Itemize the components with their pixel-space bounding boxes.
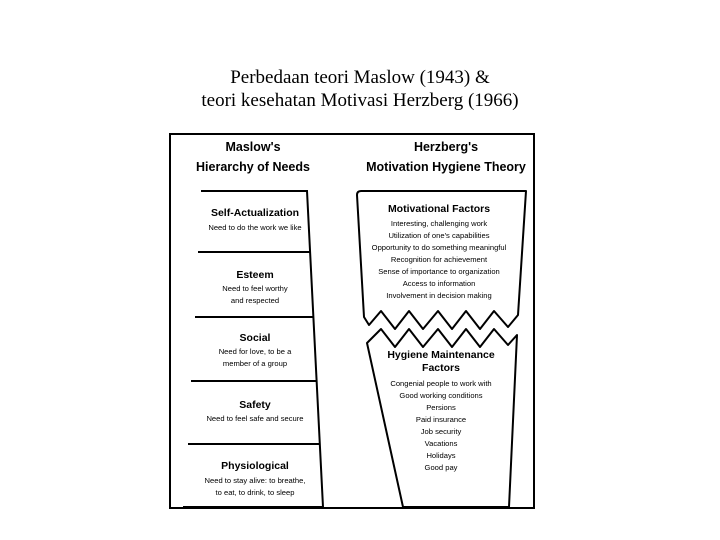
maslow-level-3-desc-2: member of a group (222, 359, 288, 368)
comparison-diagram (171, 135, 533, 507)
motivational-item-3: Opportunity to do something meaningful (371, 243, 507, 252)
maslow-level-5-name: Physiological (221, 460, 289, 472)
motivational-item-5: Sense of importance to organization (378, 267, 500, 276)
title-line-2: teori kesehatan Motivasi Herzberg (1966) (201, 90, 519, 111)
motivational-factors-title: Motivational Factors (387, 203, 491, 215)
hygiene-item-3: Persions (426, 403, 456, 412)
hygiene-item-7: Holidays (426, 451, 456, 460)
motivational-item-7: Involvement in decision making (386, 291, 492, 300)
hygiene-title-line-1: Hygiene Maintenance (387, 349, 495, 361)
hygiene-title-line-2: Factors (422, 362, 460, 374)
slide-title (0, 66, 720, 112)
herzberg-heading-line-2: Motivation Hygiene Theory (366, 160, 526, 174)
maslow-level-3-desc-1: Need for love, to be a (218, 347, 292, 356)
motivational-item-4: Recognition for achievement (390, 255, 488, 264)
maslow-level-5-desc-1: Need to stay alive: to breathe, (204, 476, 306, 485)
herzberg-heading-line-1: Herzberg's (413, 140, 479, 154)
motivational-item-1: Interesting, challenging work (390, 219, 488, 228)
maslow-heading-line-1: Maslow's (225, 140, 281, 154)
maslow-level-1-name: Self-Actualization (210, 207, 300, 219)
hygiene-item-6: Vacations (424, 439, 458, 448)
hygiene-item-8: Good pay (424, 463, 458, 472)
maslow-level-2-desc-2: and respected (230, 296, 280, 305)
maslow-level-1-desc: Need to do the work we like (208, 223, 302, 232)
hygiene-item-4: Paid insurance (415, 415, 467, 424)
maslow-level-2-name: Esteem (236, 269, 274, 281)
motivational-item-2: Utilization of one's capabilities (388, 231, 490, 240)
maslow-level-3-name: Social (239, 332, 271, 344)
hygiene-item-1: Congenial people to work with (390, 379, 492, 388)
hygiene-item-5: Job security (420, 427, 462, 436)
maslow-level-4-name: Safety (239, 399, 271, 411)
maslow-level-4-desc: Need to feel safe and secure (206, 414, 304, 423)
hygiene-item-2: Good working conditions (399, 391, 483, 400)
title-line-1: Perbedaan teori Maslow (1943) & (230, 67, 490, 88)
maslow-level-5-desc-2: to eat, to drink, to sleep (215, 488, 295, 497)
maslow-heading-line-2: Hierarchy of Needs (196, 160, 310, 174)
motivational-item-6: Access to information (402, 279, 476, 288)
comparison-figure (169, 133, 535, 509)
maslow-level-2-desc-1: Need to feel worthy (222, 284, 288, 293)
